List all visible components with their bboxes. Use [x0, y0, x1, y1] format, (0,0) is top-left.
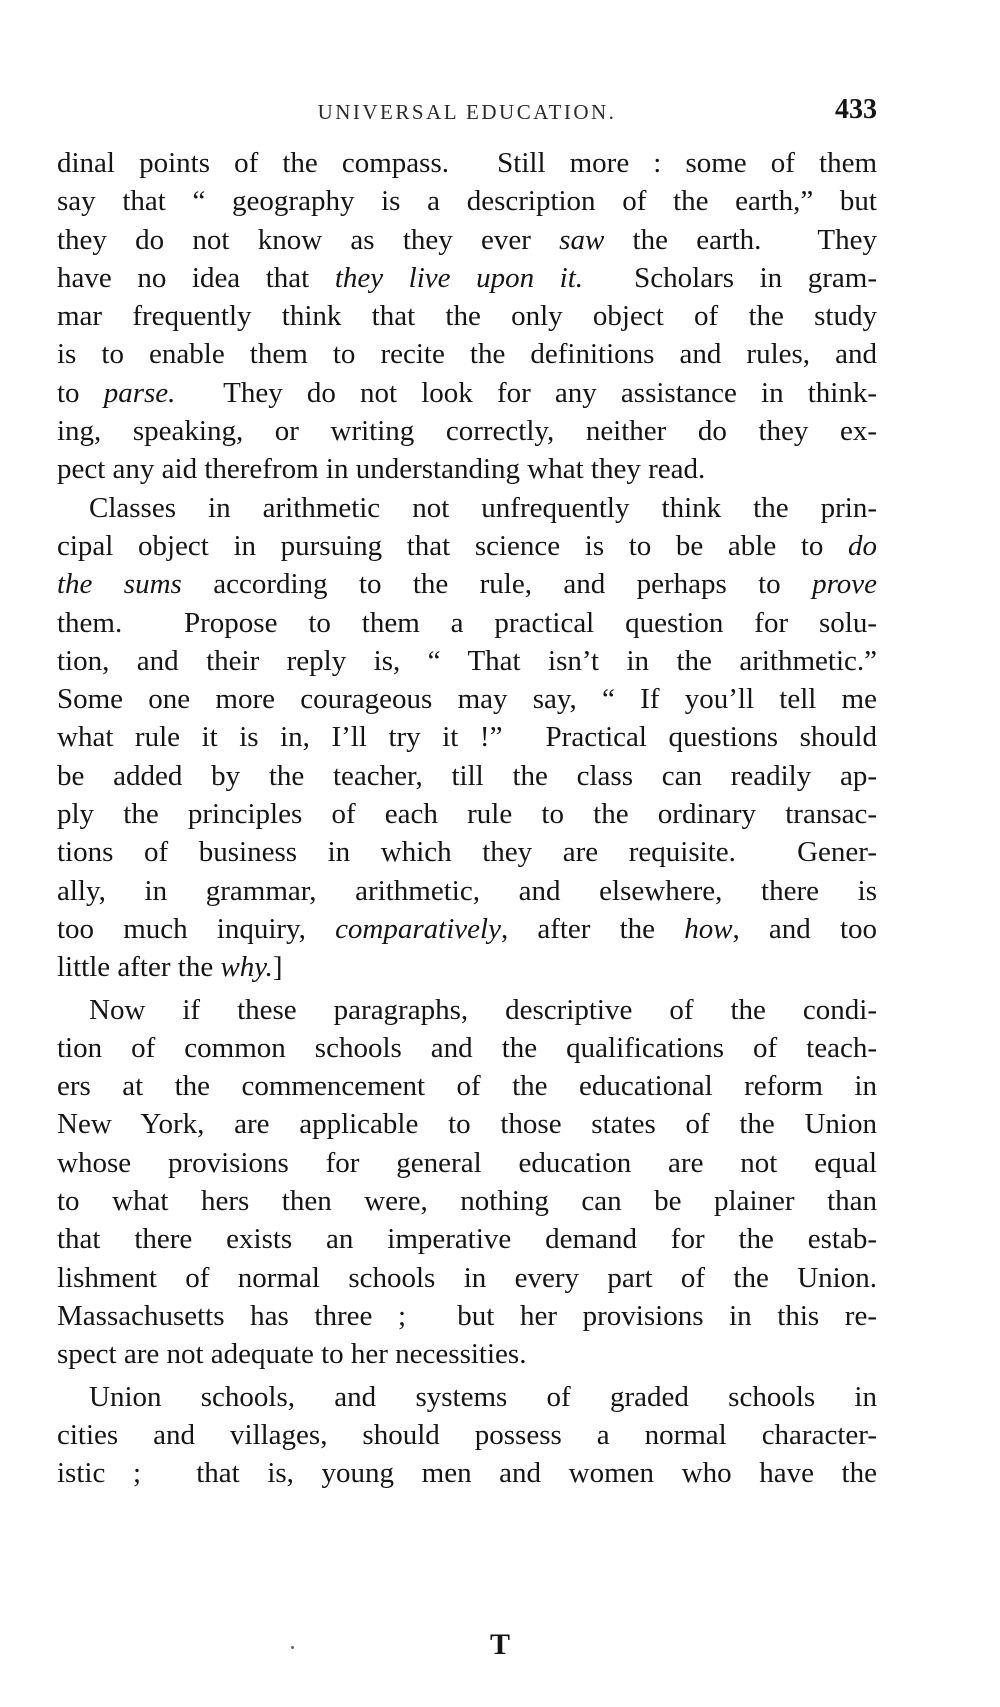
- text-line: be added by the teacher, till the class can readily ap-: [57, 759, 877, 792]
- text-line: istic ; that is, young men and women who have the: [57, 1457, 877, 1490]
- text-line: lishment of normal schools in every part of the Union.: [57, 1261, 877, 1294]
- text-line: ing, speaking, or writing correctly, neither do they ex-: [57, 415, 877, 448]
- page-number: 433: [835, 94, 877, 125]
- text-line: cipal object in pursuing that science is to be able to do: [57, 529, 877, 562]
- running-head: UNIVERSAL EDUCATION.: [317, 100, 617, 124]
- body-text: [57, 144, 877, 1492]
- text-line: Classes in arithmetic not unfrequently think the prin-: [89, 491, 877, 524]
- text-line: the sums according to the rule, and perhaps to prove: [57, 568, 878, 601]
- text-line: Now if these paragraphs, descriptive of the condi-: [89, 993, 877, 1026]
- text-line: they do not know as they ever saw the earth. They: [57, 223, 877, 256]
- text-line: say that “ geography is a description of the earth,” but: [57, 185, 877, 218]
- text-line: Massachusetts has three ; but her provisions in this re-: [57, 1299, 877, 1332]
- text-line: have no idea that they live upon it. Scholars in gram-: [57, 261, 877, 294]
- text-line: ally, in grammar, arithmetic, and elsewhere, there is: [57, 874, 877, 907]
- text-line: Some one more courageous may say, “ If you’ll tell me: [57, 683, 877, 716]
- text-line: cities and villages, should possess a normal character-: [57, 1418, 877, 1451]
- text-line: to parse. They do not look for any assistance in think-: [57, 376, 877, 409]
- text-line: little after the why.]: [57, 951, 283, 984]
- text-line: New York, are applicable to those states of the Union: [57, 1108, 877, 1141]
- text-line: ply the principles of each rule to the ordinary transac-: [57, 798, 877, 831]
- text-line: pect any aid therefrom in understanding what they read.: [57, 453, 706, 486]
- text-line: tion, and their reply is, “ That isn’t in the arithmetic.”: [57, 644, 877, 677]
- text-line: too much inquiry, comparatively, after the how, and too: [57, 912, 877, 945]
- text-line: mar frequently think that the only object of the study: [57, 300, 877, 333]
- signature-mark: T: [489, 1628, 510, 1661]
- text-line: that there exists an imperative demand for the estab-: [57, 1223, 877, 1256]
- text-line: is to enable them to recite the definitions and rules, and: [57, 338, 877, 371]
- text-line: dinal points of the compass. Still more : some of them: [57, 147, 877, 179]
- text-line: tions of business in which they are requisite. Gener-: [57, 836, 877, 869]
- page-header: [57, 94, 877, 134]
- text-line: Union schools, and systems of graded schools in: [89, 1380, 877, 1413]
- text-line: them. Propose to them a practical question for solu-: [57, 606, 877, 639]
- text-line: spect are not adequate to her necessities.: [57, 1338, 527, 1371]
- text-line: to what hers then were, nothing can be plainer than: [57, 1185, 877, 1218]
- text-line: whose provisions for general education are not equal: [57, 1146, 877, 1179]
- text-line: tion of common schools and the qualifications of teach-: [57, 1031, 877, 1064]
- text-line: ers at the commencement of the educational reform in: [57, 1070, 877, 1103]
- text-line: what rule it is in, I’ll try it !” Practical questions should: [57, 721, 877, 754]
